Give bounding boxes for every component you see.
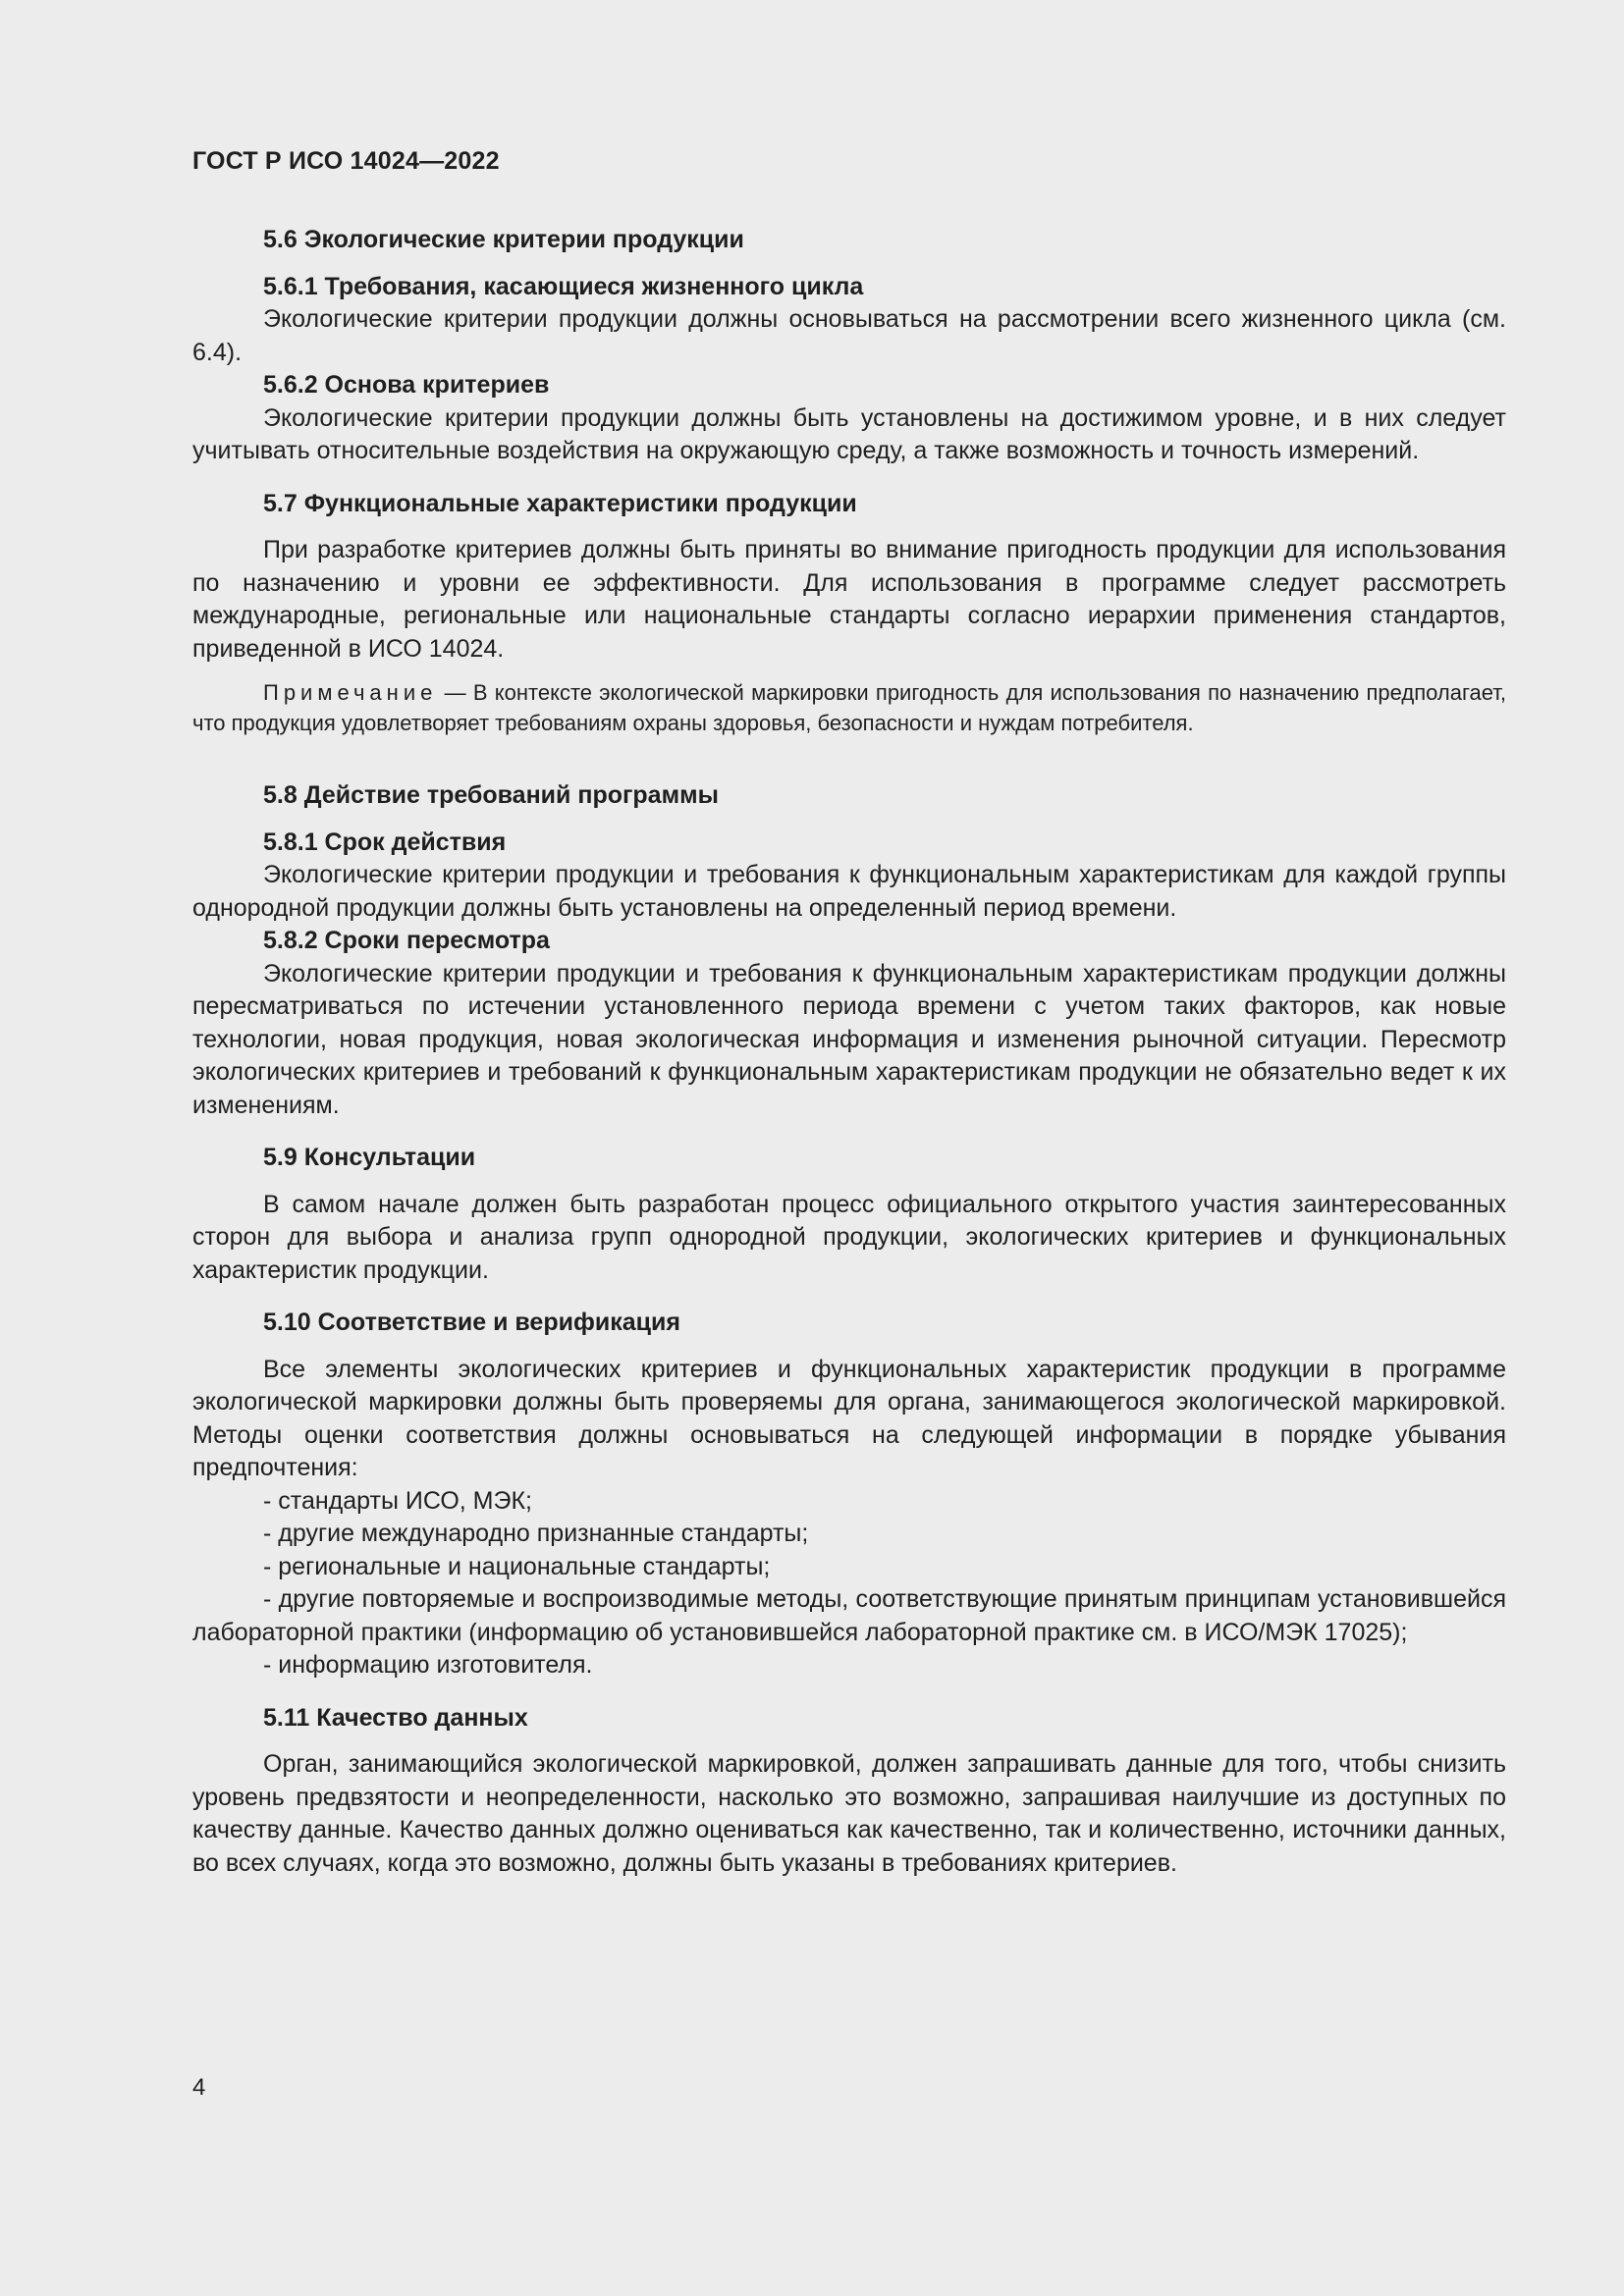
section-5-10-heading: 5.10 Соответствие и верификация xyxy=(263,1308,680,1336)
list-item: - информацию изготовителя. xyxy=(263,1651,593,1679)
section-5-7-text: При разработке критериев должны быть приняты во внимание пригодность продукции для использования по назначению и уровни ее эффективности. Для использования в программе следует рассмотреть международные, региональные или национальные стандарты согласно иерархии применения стандартов, приведенной в ИСО 14024. xyxy=(192,536,1506,663)
list-item: - другие повторяемые и воспроизводимые методы, соответствующие принятым принципам установившейся лабораторной практики (информацию об установившейся лабораторной практике см. в ИСО/МЭК 17025); xyxy=(192,1585,1506,1646)
section-5-9-text: В самом начале должен быть разработан процесс официального открытого участия заинтересованных сторон для выбора и анализа групп однородной продукции, экологических критериев и функциональных характеристик продукции. xyxy=(192,1190,1506,1284)
section-5-8-heading: 5.8 Действие требований программы xyxy=(263,781,719,809)
list-item: - региональные и национальные стандарты; xyxy=(263,1552,771,1580)
section-5-6-1-heading: 5.6.1 Требования, касающиеся жизненного цикла xyxy=(263,272,864,300)
note-text: — В контексте экологической маркировки пригодность для использования по назначению предполагает, что продукция удовлетворяет требованиям охраны здоровья, безопасности и нуждам потребителя. xyxy=(192,680,1506,735)
section-5-6-2-text: Экологические критерии продукции должны быть установлены на достижимом уровне, и в них следует учитывать относительные воздействия на окружающую среду, а также возможность и точность измерений. xyxy=(192,403,1506,464)
section-5-11-text: Орган, занимающийся экологической маркировкой, должен запрашивать данные для того, чтобы снизить уровень предвзятости и неопределенности, насколько это возможно, запрашивая наилучшие из доступных по качеству данные. Качество данных должно оцениваться как качественно, так и количественно, источники данных, во всех случаях, когда это возможно, должны быть указаны в требованиях критериев. xyxy=(192,1750,1506,1877)
document-designation: ГОСТ Р ИСО 14024—2022 xyxy=(192,147,500,175)
section-5-8-2-heading: 5.8.2 Сроки пересмотра xyxy=(263,927,550,954)
section-5-6-1-text: Экологические критерии продукции должны основываться на рассмотрении всего жизненного цикла (см. 6.4). xyxy=(192,305,1506,366)
section-5-8-2-text: Экологические критерии продукции и требования к функциональным характеристикам продукции должны пересматриваться по истечении установленного периода времени с учетом таких факторов, как новые технологии, новая продукция, новая экологическая информация и изменения рыночной ситуации. Пересмотр экологических критериев и требований к функциональным характеристикам продукции не обязательно ведет к их изменениям. xyxy=(192,959,1506,1119)
list-item: - другие международно признанные стандарты; xyxy=(263,1520,809,1547)
list-item: - стандарты ИСО, МЭК; xyxy=(263,1486,532,1515)
page-number: 4 xyxy=(192,2074,206,2101)
section-5-8-1-text: Экологические критерии продукции и требования к функциональным характеристикам для каждой группы однородной продукции должны быть установлены на определенный период времени. xyxy=(192,861,1506,922)
section-5-8-1-heading: 5.8.1 Срок действия xyxy=(263,828,507,856)
section-5-10-text: Все элементы экологических критериев и функциональных характеристик продукции в программе экологической маркировки должны быть проверяемы для органа, занимающегося экологической маркировкой. Методы оценки соответствия должны основываться на следующей информации в порядке убывания предпочтения: xyxy=(192,1355,1506,1481)
document-body xyxy=(192,224,1506,1880)
section-5-10-list xyxy=(192,1485,1506,1682)
section-5-9-heading: 5.9 Консультации xyxy=(263,1144,476,1171)
section-5-6-heading: 5.6 Экологические критерии продукции xyxy=(263,226,744,253)
section-5-11-heading: 5.11 Качество данных xyxy=(263,1703,528,1732)
section-5-7-heading: 5.7 Функциональные характеристики продукции xyxy=(263,489,857,517)
section-5-6-2-heading: 5.6.2 Основа критериев xyxy=(263,371,550,399)
note-label: Примечание xyxy=(263,680,438,705)
section-5-7-note xyxy=(192,677,1506,738)
